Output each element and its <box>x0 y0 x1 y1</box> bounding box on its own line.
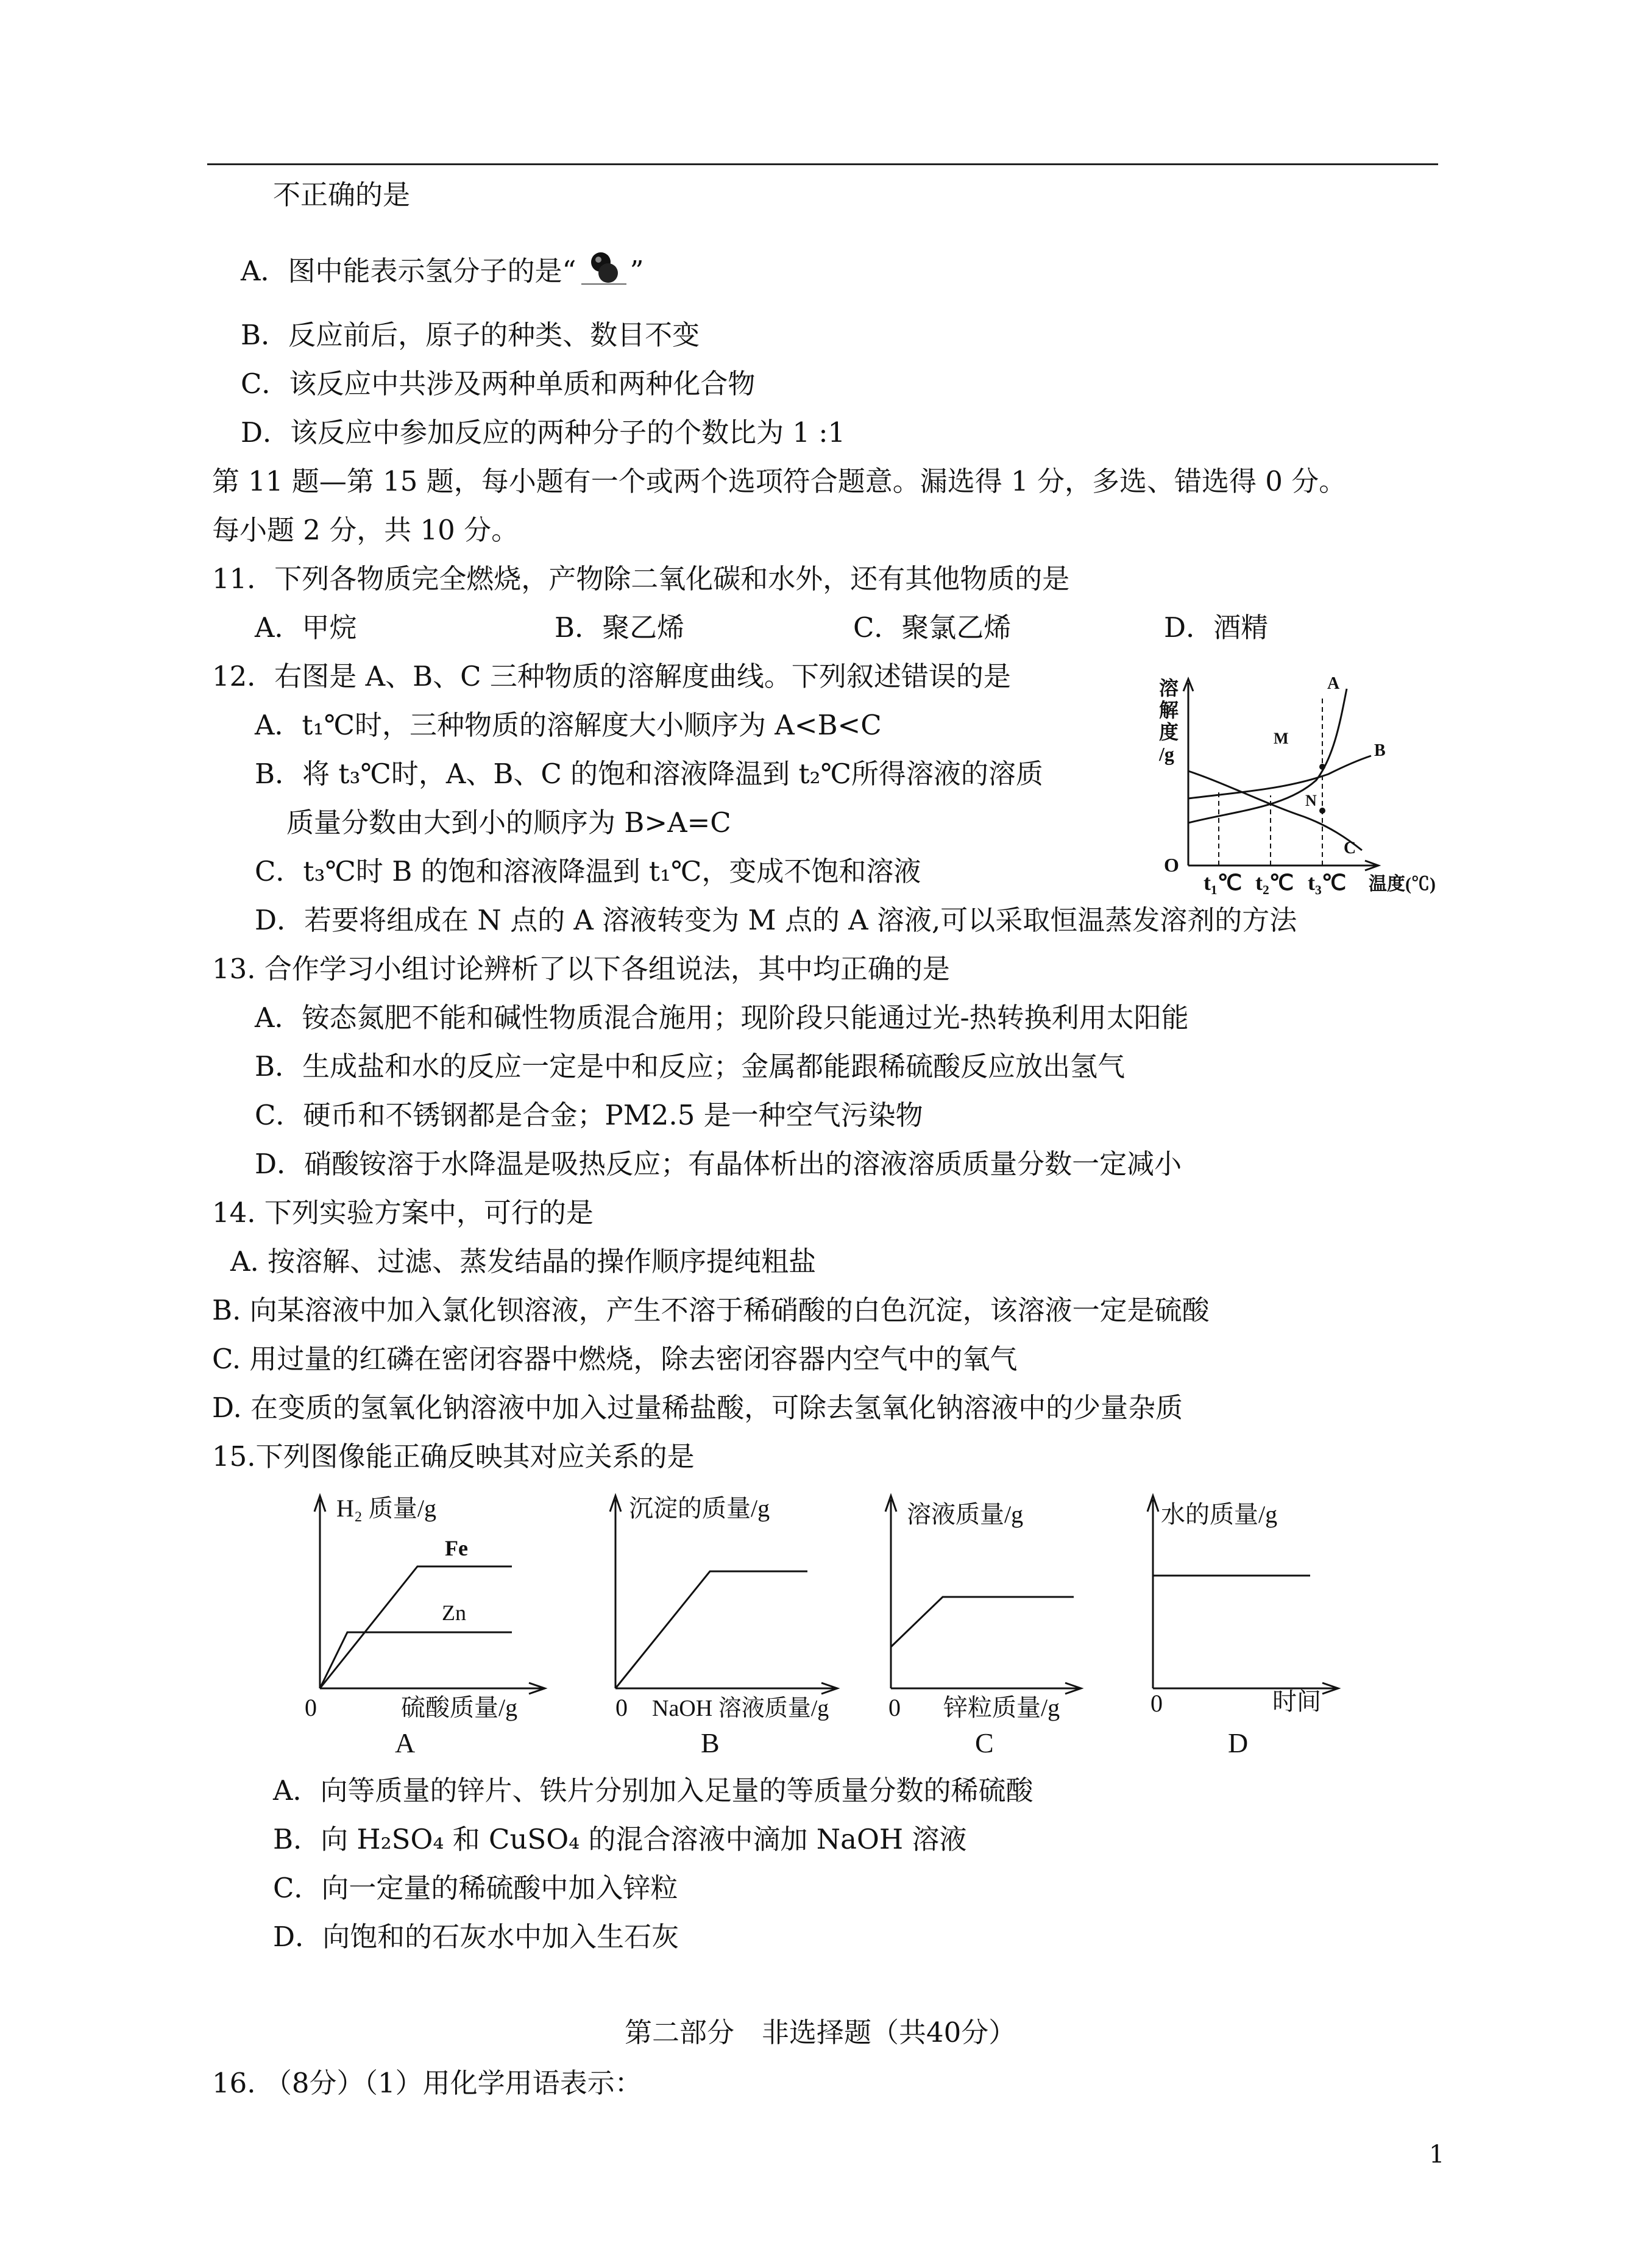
curve-a-label: A <box>1327 674 1340 693</box>
t2-label: t₂℃ <box>1255 870 1294 895</box>
graph-b-xlabel: NaOH 溶液质量/g <box>652 1696 829 1721</box>
graph-b-origin: 0 <box>615 1694 628 1721</box>
graph-c-ylabel: 溶液质量/g <box>907 1501 1024 1528</box>
hydrogen-molecule-icon <box>576 250 630 286</box>
x-axis-label: 温度(℃) <box>1369 874 1436 894</box>
curve-c <box>1188 771 1362 850</box>
point-m-dot <box>1319 764 1325 770</box>
graph-a-zn-label: Zn <box>442 1601 466 1625</box>
q10-option-d: D．该反应中参加反应的两种分子的个数比为 1 :1 <box>241 416 846 449</box>
origin-label: O <box>1164 854 1179 876</box>
q11-option-a: A．甲烷 <box>255 611 357 644</box>
graph-c-xlabel: 锌粒质量/g <box>943 1694 1060 1721</box>
q15-stem: 15.下列图像能正确反映其对应关系的是 <box>212 1440 695 1473</box>
curve-c-label: C <box>1344 839 1356 858</box>
q10-stem-tail: 不正确的是 <box>273 179 411 211</box>
q14-option-b: B. 向某溶液中加入氯化钡溶液，产生不溶于稀硝酸的白色沉淀，该溶液一定是硫酸 <box>212 1294 1210 1326</box>
graph-b-line <box>615 1571 807 1688</box>
q11-option-d: D．酒精 <box>1164 611 1269 644</box>
q11-option-b: B．聚乙烯 <box>555 611 685 644</box>
graph-b-tag: B <box>701 1727 720 1758</box>
graph-c-origin: 0 <box>888 1694 901 1721</box>
q11-stem: 11．下列各物质完全燃烧，产物除二氧化碳和水外，还有其他物质的是 <box>212 563 1070 595</box>
graph-c-tag: C <box>975 1727 994 1758</box>
q14-option-c: C. 用过量的红磷在密闭容器中燃烧，除去密闭容器内空气中的氧气 <box>212 1343 1018 1375</box>
q14-option-a: A. 按溶解、过滤、蒸发结晶的操作顺序提纯粗盐 <box>230 1245 817 1278</box>
q11-option-c: C．聚氯乙烯 <box>853 611 1012 644</box>
q10-option-b: B．反应前后，原子的种类、数目不变 <box>241 319 700 351</box>
q16-stem: 16. （8分）（1）用化学用语表示： <box>212 2067 642 2099</box>
instructions-line2: 每小题 2 分，共 10 分。 <box>212 514 519 546</box>
point-m-label: M <box>1274 730 1289 747</box>
curve-b <box>1188 756 1371 798</box>
q15-graphs <box>292 1481 1389 1761</box>
q13-option-c: C．硬币和不锈钢都是合金；PM2.5 是一种空气污染物 <box>255 1099 923 1131</box>
point-n-dot <box>1319 808 1325 814</box>
q14-stem: 14. 下列实验方案中，可行的是 <box>212 1196 594 1229</box>
instructions-line1: 第 11 题—第 15 题，每小题有一个或两个选项符合题意。漏选得 1 分，多选、错选得 0 分。 <box>212 465 1347 497</box>
q10-option-c: C．该反应中共涉及两种单质和两种化合物 <box>241 368 756 400</box>
q13-option-b: B．生成盐和水的反应一定是中和反应；金属都能跟稀硫酸反应放出氢气 <box>255 1050 1126 1082</box>
q10-option-a <box>241 250 644 290</box>
curve-b-label: B <box>1374 741 1386 760</box>
t3-label: t₃℃ <box>1308 870 1347 895</box>
point-n-label: N <box>1305 792 1317 809</box>
q15-option-d: D．向饱和的石灰水中加入生石灰 <box>273 1921 679 1953</box>
q14-option-d: D. 在变质的氢氧化钠溶液中加入过量稀盐酸，可除去氢氧化钠溶液中的少量杂质 <box>212 1392 1183 1424</box>
graph-a-zn-line <box>320 1632 512 1688</box>
q10-option-a-text: A．图中能表示氢分子的是“ <box>241 255 576 287</box>
graph-d-tag: D <box>1228 1727 1249 1758</box>
graph-b-ylabel: 沉淀的质量/g <box>629 1495 770 1522</box>
section-title: 第二部分 非选择题（共40分） <box>625 2016 1016 2049</box>
y-label-3: 度 <box>1159 721 1179 743</box>
q12-option-b-line2: 质量分数由大到小的顺序为 B>A=C <box>286 806 731 839</box>
q15-option-b: B．向 H₂SO₄ 和 CuSO₄ 的混合溶液中滴加 NaOH 溶液 <box>273 1823 967 1855</box>
q12-option-c: C．t₃℃时 B 的饱和溶液降温到 t₁℃，变成不饱和溶液 <box>255 855 921 887</box>
graph-a-origin: 0 <box>305 1694 317 1721</box>
y-label-2: 解 <box>1159 699 1179 721</box>
q15-option-c: C．向一定量的稀硫酸中加入锌粒 <box>273 1872 678 1904</box>
y-label-4: /g <box>1159 743 1174 765</box>
graph-c-line <box>891 1597 1074 1647</box>
q13-option-d: D．硝酸铵溶于水降温是吸热反应；有晶体析出的溶液溶质质量分数一定减小 <box>255 1148 1182 1180</box>
page-number: 1 <box>1429 2141 1445 2169</box>
graph-a-xlabel: 硫酸质量/g <box>401 1694 518 1721</box>
q12-option-d: D．若要将组成在 N 点的 A 溶液转变为 M 点的 A 溶液,可以采取恒温蒸发溶剂的方法 <box>255 904 1297 936</box>
header-rule <box>207 163 1438 165</box>
q13-stem: 13. 合作学习小组讨论辨析了以下各组说法，其中均正确的是 <box>212 953 950 985</box>
graph-a-fe-line <box>320 1566 512 1688</box>
q15-option-a: A．向等质量的锌片、铁片分别加入足量的等质量分数的稀硫酸 <box>273 1774 1034 1807</box>
graph-d-xlabel: 时间 <box>1272 1688 1321 1715</box>
y-label-1: 溶 <box>1159 677 1179 699</box>
graph-d-origin: 0 <box>1150 1690 1163 1717</box>
graph-d-ylabel: 水的质量/g <box>1161 1501 1278 1528</box>
q12-option-a: A．t₁℃时，三种物质的溶解度大小顺序为 A<B<C <box>255 709 882 741</box>
graph-a-ylabel: H₂ 质量/g <box>336 1495 436 1522</box>
q10-option-a-close: ” <box>629 255 644 287</box>
q12-option-b-line1: B．将 t₃℃时，A、B、C 的饱和溶液降温到 t₂℃所得溶液的溶质 <box>255 758 1043 790</box>
graph-a-fe-label: Fe <box>445 1536 468 1560</box>
graph-a-tag: A <box>395 1727 416 1758</box>
t1-label: t₁℃ <box>1204 870 1243 895</box>
q12-stem: 12．右图是 A、B、C 三种物质的溶解度曲线。下列叙述错误的是 <box>212 660 1011 692</box>
solubility-curve-graph <box>1146 670 1469 902</box>
q13-option-a: A．铵态氮肥不能和碱性物质混合施用；现阶段只能通过光-热转换利用太阳能 <box>255 1001 1189 1034</box>
